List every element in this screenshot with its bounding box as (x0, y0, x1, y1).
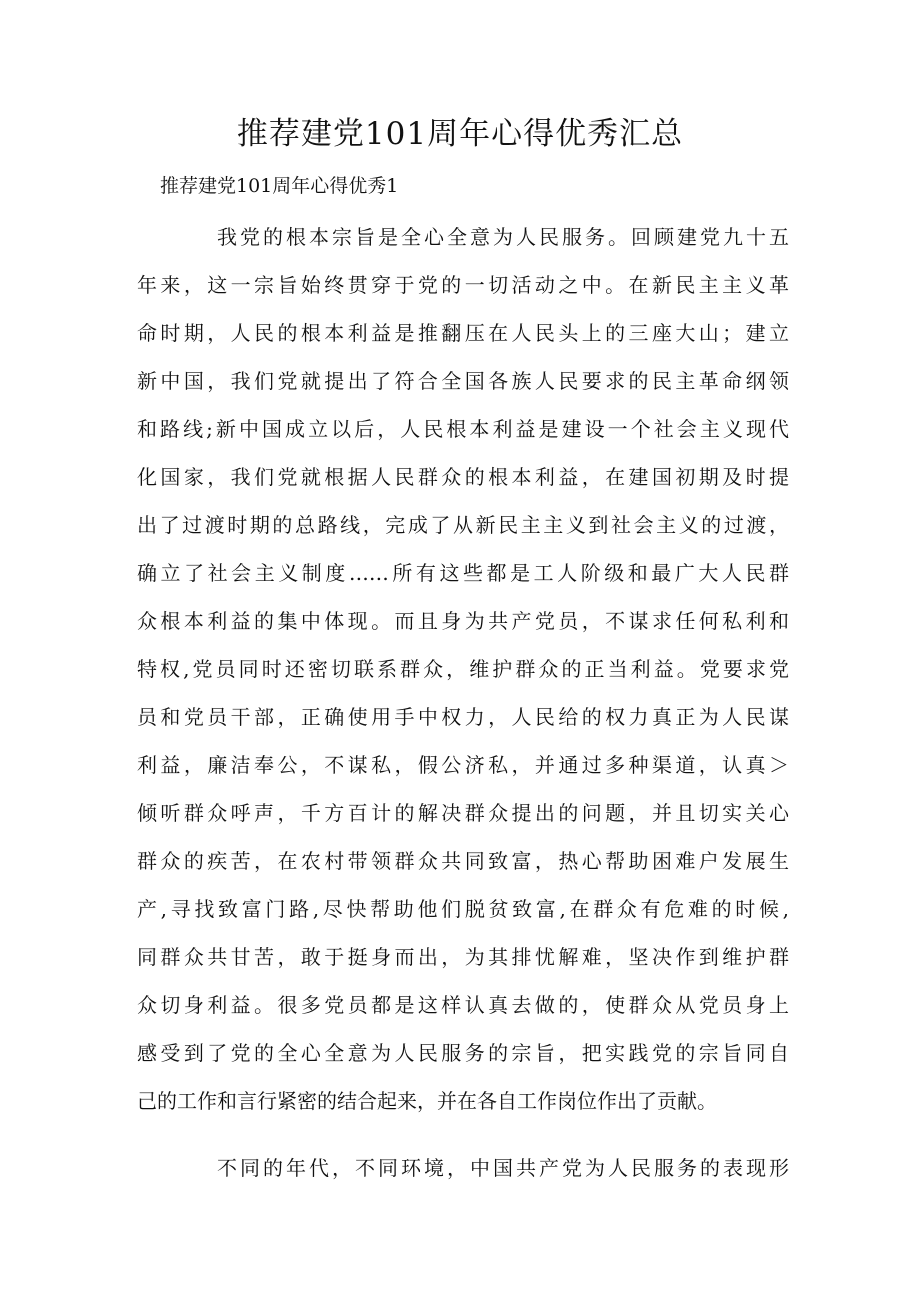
paragraph-line: 众根本利益的集中体现。而且身为共产党员，不谋求任何私利和 (137, 609, 789, 633)
paragraph-line: 同群众共甘苦，敢于挺身而出，为其排忧解难，坚决作到维护群 (137, 945, 789, 969)
paragraph-line: 年来，这一宗旨始终贯穿于党的一切活动之中。在新民主主义革 (137, 273, 789, 297)
paragraph-line: 确立了社会主义制度……所有这些都是工人阶级和最广大人民群 (137, 561, 789, 585)
document-title: 推荐建党101周年心得优秀汇总 (236, 116, 684, 152)
paragraph-line: 化国家，我们党就根据人民群众的根本利益，在建国初期及时提 (137, 465, 789, 489)
paragraph-line: 倾听群众呼声，千方百计的解决群众提出的问题，并且切实关心 (137, 801, 789, 825)
paragraph-line: 出了过渡时期的总路线，完成了从新民主主义到社会主义的过渡， (137, 513, 789, 537)
paragraph-line: 不同的年代，不同环境，中国共产党为人民服务的表现形 (217, 1156, 789, 1180)
paragraph-line: 群众的疾苦，在农村带领群众共同致富，热心帮助困难户发展生 (137, 849, 789, 873)
paragraph-line: 员和党员干部，正确使用手中权力，人民给的权力真正为人民谋 (137, 705, 789, 729)
section-subtitle: 推荐建党101周年心得优秀1 (160, 175, 399, 197)
paragraph-line: 感受到了党的全心全意为人民服务的宗旨，把实践党的宗旨同自 (137, 1041, 789, 1065)
paragraph-line: 我党的根本宗旨是全心全意为人民服务。回顾建党九十五 (217, 225, 789, 249)
paragraph-line: 利益，廉洁奉公，不谋私，假公济私，并通过多种渠道，认真＞ (137, 753, 789, 777)
paragraph-line: 众切身利益。很多党员都是这样认真去做的，使群众从党员身上 (137, 993, 789, 1017)
paragraph-line: 己的工作和言行紧密的结合起来，并在各自工作岗位作出了贡献。 (137, 1089, 717, 1113)
paragraph-line: 产,寻找致富门路,尽快帮助他们脱贫致富,在群众有危难的时候, (137, 897, 789, 921)
paragraph-line: 和路线;新中国成立以后，人民根本利益是建设一个社会主义现代 (137, 417, 789, 441)
paragraph-line: 命时期，人民的根本利益是推翻压在人民头上的三座大山；建立 (137, 321, 789, 345)
paragraph-line: 特权,党员同时还密切联系群众，维护群众的正当利益。党要求党 (137, 657, 789, 681)
paragraph-line: 新中国，我们党就提出了符合全国各族人民要求的民主革命纲领 (137, 369, 789, 393)
